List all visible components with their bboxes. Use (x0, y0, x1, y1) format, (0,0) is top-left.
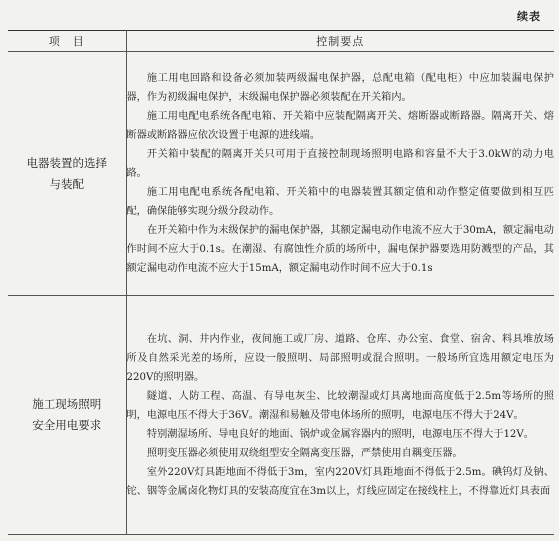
points-cell-site-lighting (126, 296, 554, 535)
control-point-paragraph: 施工用电配电系统各配电箱、开关箱中应装配隔离开关、熔断器或断路器。隔离开关、熔断器或断路器应依次设置于电源的进线端。 (126, 111, 554, 141)
control-points-table (8, 30, 554, 535)
control-point-paragraph: 照明变压器必须使用双绕组型安全隔离变压器，严禁使用自耦变压器。 (146, 447, 463, 459)
continued-label: 续表 (517, 10, 541, 23)
table-row (8, 52, 554, 296)
control-point-paragraph: 施工用电回路和设备必须加装两级漏电保护器，总配电箱（配电柜）中应加装漏电保护器，作为初级漏电保护，末级漏电保护器必须装配在开关箱内。 (126, 73, 554, 103)
control-point-paragraph: 在开关箱中作为末级保护的漏电保护器，其额定漏电动作电流不应大于30mA，额定漏电动作时间不应大于0.1s。在潮湿、有腐蚀性介质的场所中，漏电保护器要选用防溅型的产品，其额定漏电动作电流不应大于15mA，额定漏电动作时间不应大于0.1s (126, 225, 554, 274)
item-line: 与装配 (49, 176, 84, 191)
table-row (8, 296, 554, 535)
header-item: 项 目 (8, 31, 126, 52)
control-point-paragraph: 施工用电配电系统各配电箱、开关箱中的电器装置其额定值和动作整定值要做到相互匹配，确保能够实现分级分段动作。 (126, 187, 554, 217)
control-point-paragraph: 特别潮湿场所、导电良好的地面、锅炉或金属容器内的照明，电源电压不得大于12V。 (146, 428, 534, 440)
item-cell-electrical-devices (8, 52, 126, 296)
item-line: 安全用电要求 (32, 418, 102, 432)
item-line: 电器装置的选择 (26, 155, 107, 170)
control-point-paragraph: 隧道、人防工程、高温、有导电灰尘、比较潮湿或灯具离地面高度低于2.5m等场所的照明，电源电压不得大于36V。潮湿和易触及带电体场所的照明，电源电压不得大于24V。 (126, 390, 554, 421)
control-point-paragraph: 在坑、洞、井内作业，夜间施工或厂房、道路、仓库、办公室、食堂、宿舍、料具堆放场所及自然采光差的场所，应设一般照明、局部照明或混合照明。一般场所宜选用额定电压为220V的照明器。 (126, 333, 554, 383)
item-line: 施工现场照明 (32, 397, 102, 411)
points-cell-electrical-devices (126, 52, 554, 296)
table-header-row (8, 31, 554, 52)
control-point-paragraph: 开关箱中装配的隔离开关只可用于直接控制现场照明电路和容量不大于3.0kW的动力电路。 (126, 149, 554, 179)
item-cell-site-lighting (8, 296, 126, 535)
header-control-points: 控制要点 (126, 31, 554, 52)
control-point-paragraph: 室外220V灯具距地面不得低于3m，室内220V灯具距地面不得低于2.5m。碘钨灯及钠、铊、铟等金属卤化物灯具的安装高度宜在3m以上，灯线应固定在接线柱上，不得靠近灯具表面 (126, 466, 554, 497)
